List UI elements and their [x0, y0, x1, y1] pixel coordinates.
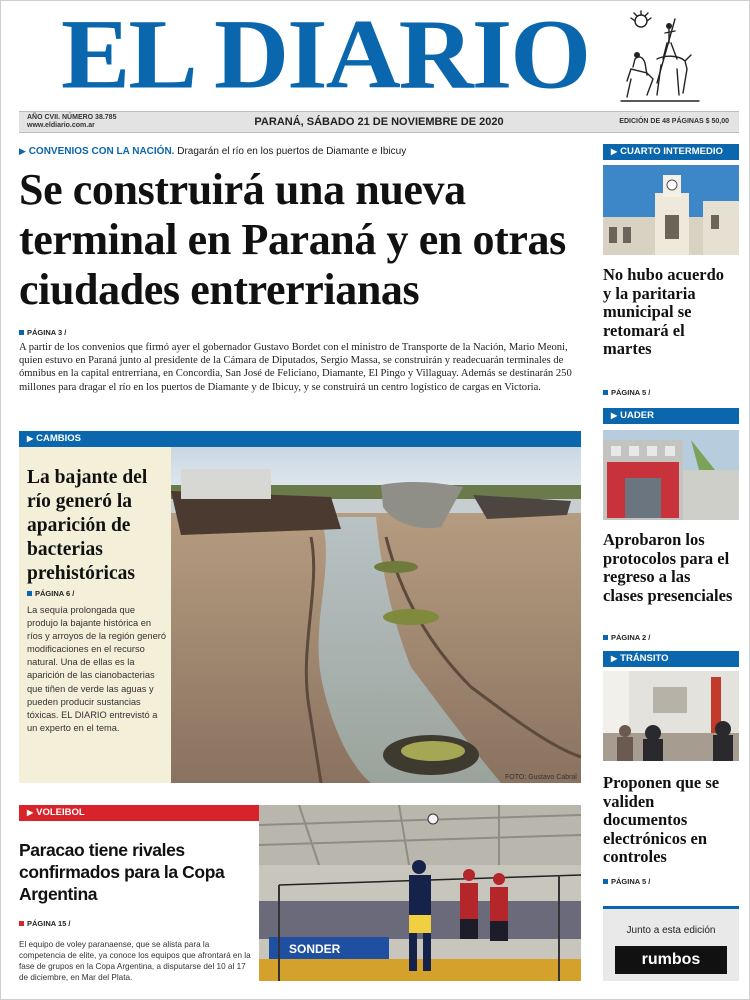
triangle-right-icon: ▶ [27, 808, 34, 817]
masthead-title: EL DIARIO [61, 0, 590, 110]
cambios-body: La sequía prolongada que produjo la bajante histórica en ríos y arroyos de la región generó modificaciones en el recurso natural. Una de ellas es la aparición de las cianobacterias que tiñen de verde las aguas y pueden producir sustancias tóxicas. EL DIARIO entrevistó a un experto en el tema. [27, 605, 167, 733]
voleibol-page-ref[interactable]: PÁGINA 15 / [19, 919, 70, 928]
voleibol-body: El equipo de voley paranaense, que se alista para la competencia de elite, ya conoce los equipos que afrontará en la fase de grupos en la Copa Argentina, a disputarse del 10 al 17 de diciembre, en Mar del Plata. [19, 940, 251, 982]
square-bullet-icon [19, 921, 24, 926]
square-bullet-icon [27, 591, 32, 596]
transito-page-ref[interactable]: PÁGINA 5 / [603, 877, 650, 886]
municipal-building-photo [603, 165, 739, 255]
square-bullet-icon [603, 635, 608, 640]
uader-title[interactable]: Aprobaron los protocolos para el regreso a las clases presenciales [603, 530, 733, 605]
voleibol-title[interactable]: Paracao tiene rivales confirmados para la Copa Argentina [19, 840, 225, 904]
triangle-right-icon: ▶ [611, 147, 618, 156]
riverbed-photo [171, 447, 581, 783]
square-bullet-icon [19, 330, 24, 335]
section-bar-voleibol: ▶ VOLEIBOL [19, 805, 259, 821]
transito-title[interactable]: Proponen que se validen documentos electrónicos en controles [603, 773, 720, 866]
main-headline[interactable]: Se construirá una nueva terminal en Paraná y en otras ciudades entrerrianas [19, 165, 566, 314]
banner-text: SONDER [289, 942, 341, 956]
cambios-title[interactable]: La bajante del río generó la aparición de bacterias prehistóricas [27, 467, 148, 584]
triangle-right-icon: ▶ [19, 146, 26, 156]
rumbos-insert-text: Junto a esta edición [626, 925, 716, 936]
cambios-page-ref[interactable]: PÁGINA 6 / [27, 589, 74, 598]
cuarto-intermedio-page-ref[interactable]: PÁGINA 5 / [603, 388, 650, 397]
square-bullet-icon [603, 390, 608, 395]
cuarto-intermedio-title[interactable]: No hubo acuerdo y la paritaria municipal se retomará el martes [603, 265, 725, 358]
photo-credit: FOTO: Gustavo Cabral [505, 774, 577, 781]
kicker-section: CONVENIOS CON LA NACIÓN. [28, 146, 175, 157]
section-bar-cuarto-intermedio: ▶ CUARTO INTERMEDIO [603, 144, 739, 160]
uader-page-ref[interactable]: PÁGINA 2 / [603, 633, 650, 642]
main-page-ref[interactable]: PÁGINA 3 / [19, 328, 66, 337]
triangle-right-icon: ▶ [611, 654, 618, 663]
edition-price: EDICIÓN DE 48 PÁGINAS $ 50,00 [619, 118, 729, 125]
issue-number: AÑO CVII. NÚMERO 38.785 [27, 114, 117, 121]
rumbos-logo: rumbos [615, 946, 727, 974]
main-lead: A partir de los convenios que firmó ayer el gobernador Gustavo Bordet con el ministro de Transporte de la Nación, Mario Meoni, quien estuvo en Paraná junto al presidente de la Cámara de Diputados, Sergio Massa, se construirán y readecuarán terminales de ómnibus en la capital entrerriana, en Concordia, San José de Feliciano, Diamante, El Pingo y Villaguay. Además se destinarán 250 millones para dragar el río en los puertos de Diamante y de Ibicuy, y se construirá un centro logístico de cargas en Victoria. [19, 342, 572, 393]
rumbos-insert-box[interactable] [603, 906, 739, 981]
info-bar [19, 111, 739, 133]
square-bullet-icon [603, 879, 608, 884]
section-bar-transito: ▶ TRÁNSITO [603, 651, 739, 667]
section-bar-cambios: ▶ CAMBIOS [19, 431, 581, 447]
uader-building-photo [603, 430, 739, 520]
kicker-text: Dragarán el río en los puertos de Diamante e Ibicuy [177, 146, 407, 157]
quixote-illustration-icon [617, 9, 703, 105]
section-bar-uader: ▶ UADER [603, 408, 739, 424]
triangle-right-icon: ▶ [27, 434, 34, 443]
main-kicker [19, 146, 589, 157]
issue-date: PARANÁ, SÁBADO 21 DE NOVIEMBRE DE 2020 [254, 116, 504, 128]
volleyball-photo [259, 805, 581, 981]
triangle-right-icon: ▶ [611, 411, 618, 420]
website-link[interactable]: www.eldiario.com.ar [27, 122, 95, 129]
transito-meeting-photo [603, 671, 739, 761]
